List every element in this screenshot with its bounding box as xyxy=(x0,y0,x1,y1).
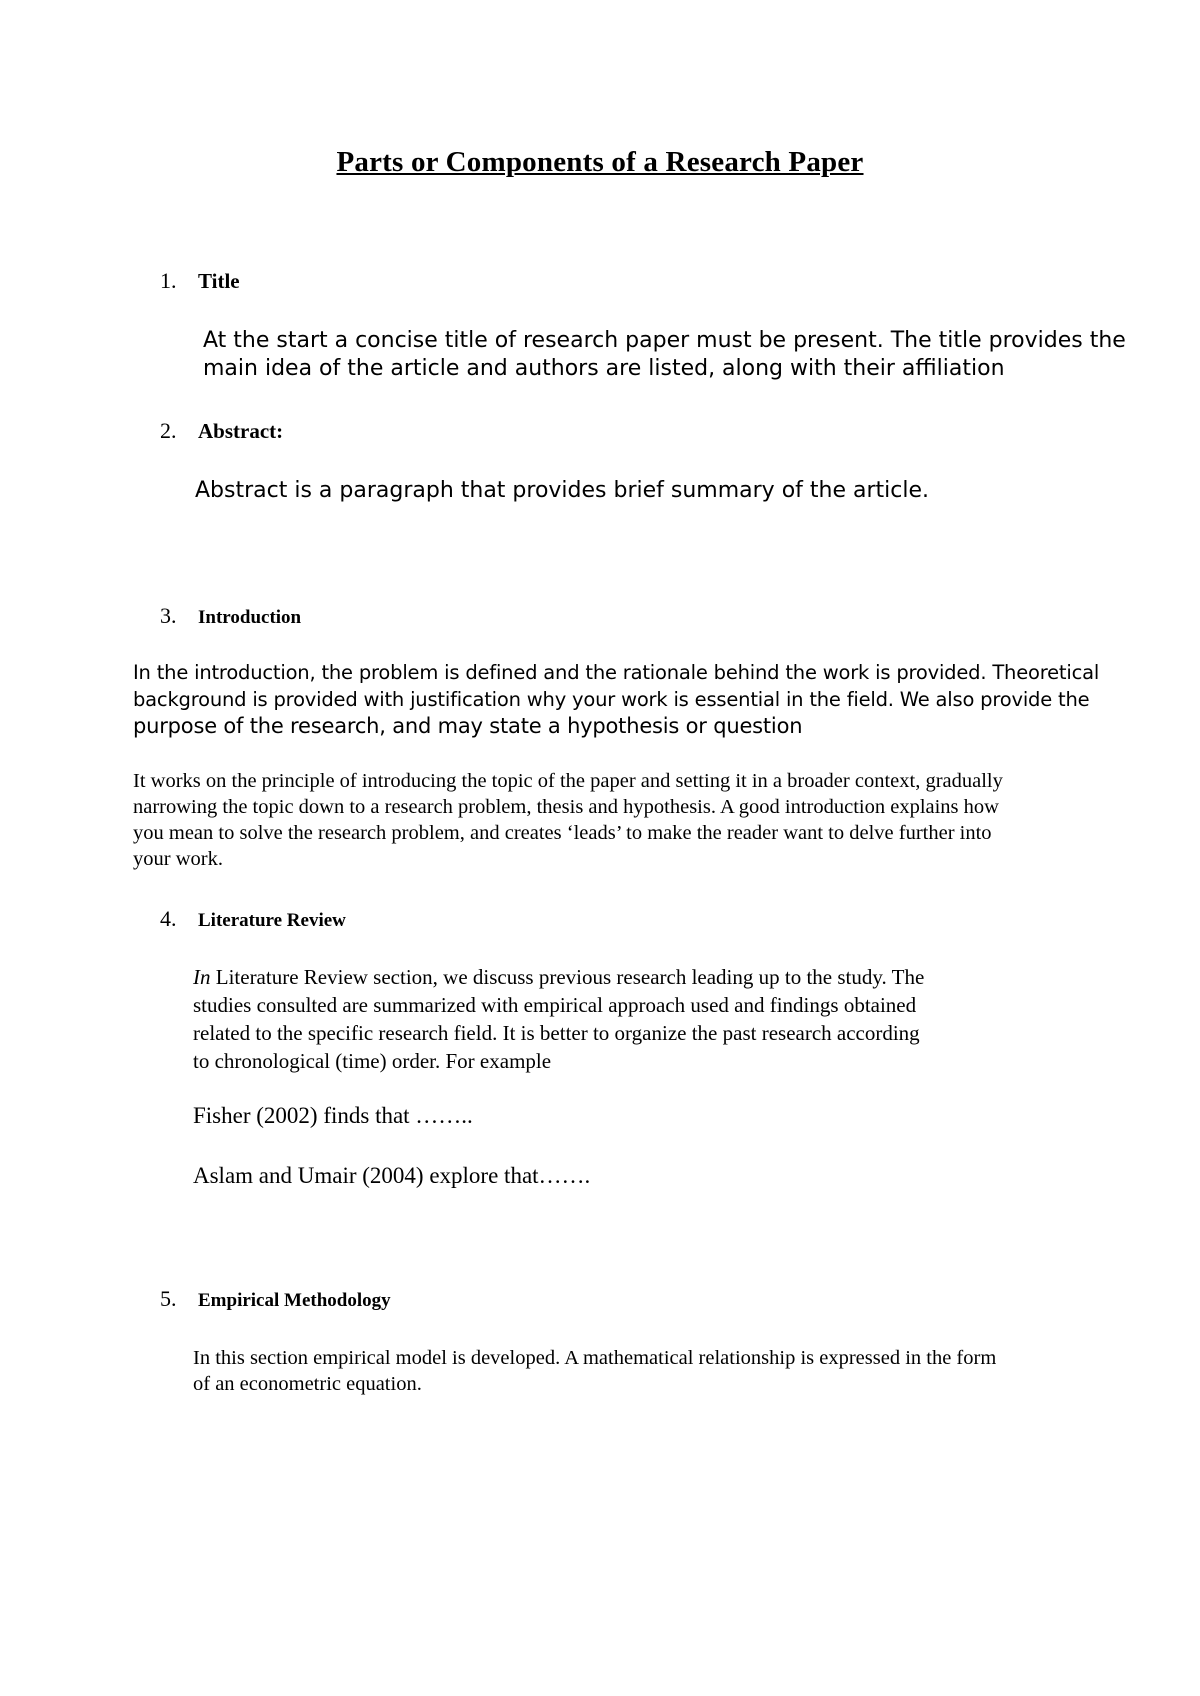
section-heading-label: Introduction xyxy=(198,607,302,628)
example-citation: Fisher (2002) finds that …….. xyxy=(193,1103,473,1128)
paragraph-line: In Literature Review section, we discuss previous research leading up to the study. The xyxy=(193,965,925,989)
paragraph xyxy=(133,659,1099,740)
paragraph-line: In this section empirical model is developed. A mathematical relationship is expressed in the form xyxy=(193,1347,997,1369)
example-citation: Aslam and Umair (2004) explore that……. xyxy=(193,1163,591,1188)
section-number: 1. xyxy=(160,268,177,293)
paragraph-line: background is provided with justification why your work is essential in the field. We also provide the xyxy=(133,688,1090,711)
paragraph-line: purpose of the research, and may state a hypothesis or question xyxy=(133,714,803,738)
paragraph xyxy=(133,768,1003,872)
paragraph-line: Abstract is a paragraph that provides brief summary of the article. xyxy=(195,478,929,503)
paragraph-line: narrowing the topic down to a research problem, thesis and hypothesis. A good introduction explains how xyxy=(133,796,999,818)
italic-word: In xyxy=(193,965,211,989)
section-heading-label: Abstract: xyxy=(198,419,284,443)
paragraph-line: to chronological (time) order. For example xyxy=(193,1049,552,1073)
paragraph-line: In the introduction, the problem is defined and the rationale behind the work is provided. Theoretical xyxy=(133,661,1100,684)
section-heading-label: Empirical Methodology xyxy=(198,1290,391,1311)
section-number: 2. xyxy=(160,418,177,443)
section-number: 4. xyxy=(160,906,177,931)
paragraph-line: At the start a concise title of research paper must be present. The title provides the xyxy=(203,328,1126,353)
paragraph-line: your work. xyxy=(133,848,223,870)
paragraph-line: It works on the principle of introducing the topic of the paper and setting it in a broader context, gradually xyxy=(133,770,1003,792)
section-number: 5. xyxy=(160,1286,177,1311)
document-title: Parts or Components of a Research Paper xyxy=(336,146,864,178)
section-heading-title xyxy=(160,268,240,294)
section-heading-literature-review xyxy=(160,906,346,932)
section-number: 3. xyxy=(160,603,177,628)
paragraph-line: studies consulted are summarized with empirical approach used and findings obtained xyxy=(193,993,917,1017)
paragraph-line: of an econometric equation. xyxy=(193,1373,422,1395)
paragraph xyxy=(195,477,929,505)
section-heading-empirical-methodology xyxy=(160,1286,391,1312)
section-heading-label: Title xyxy=(198,269,240,293)
paragraph xyxy=(193,963,924,1075)
paragraph-line: main idea of the article and authors are listed, along with their affiliation xyxy=(203,356,1005,381)
paragraph xyxy=(193,1345,996,1397)
section-heading-abstract xyxy=(160,418,283,444)
section-heading-label: Literature Review xyxy=(198,910,346,931)
paragraph-line: related to the specific research field. It is better to organize the past research according xyxy=(193,1021,920,1045)
section-heading-introduction xyxy=(160,603,301,629)
paragraph-line: you mean to solve the research problem, and creates ‘leads’ to make the reader want to delve further into xyxy=(133,822,992,844)
paragraph xyxy=(203,327,1126,383)
